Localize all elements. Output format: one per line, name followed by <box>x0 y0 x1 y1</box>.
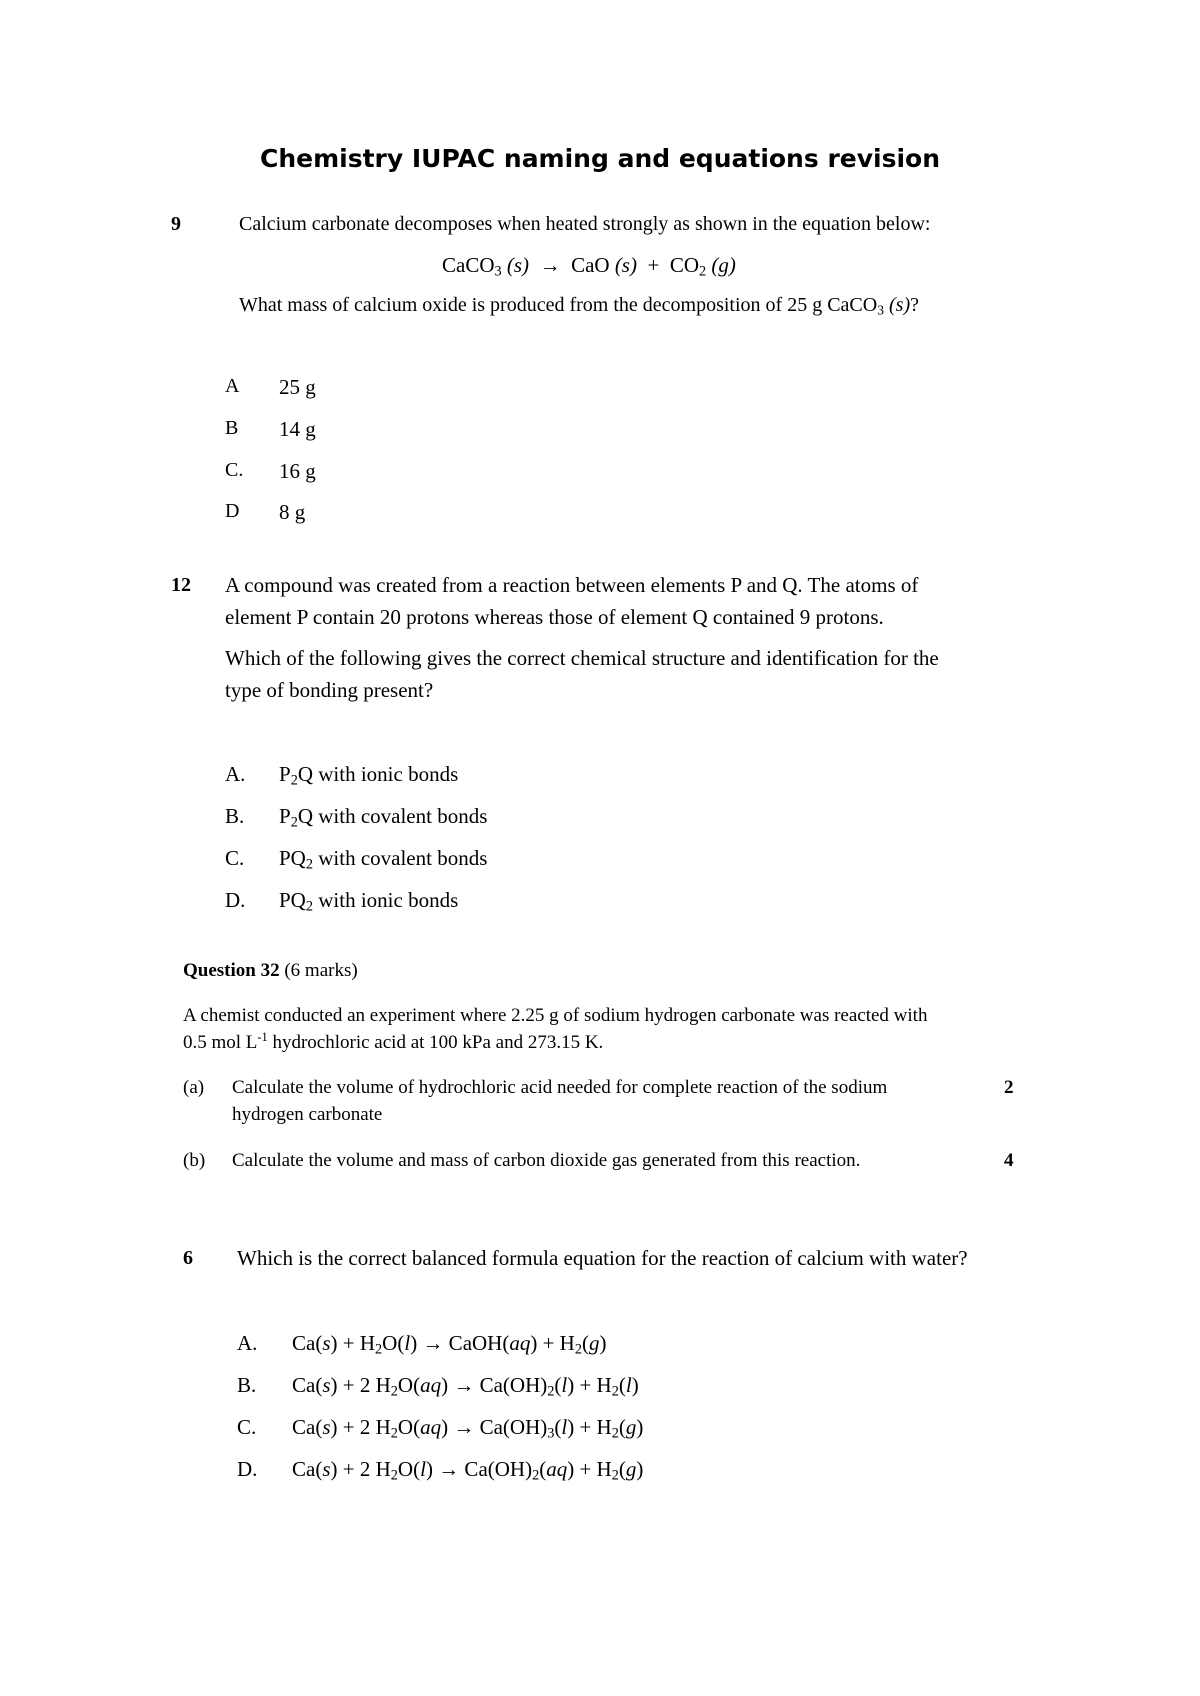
formula-sub: 2 <box>305 898 313 915</box>
q12-option-a-letter[interactable]: A. <box>225 762 246 786</box>
eq-reactant-sub: 3 <box>494 263 502 280</box>
q6-option-d-equation[interactable]: Ca(s) + 2 $H_2O(l) \to Ca(OH)_2(aq) + H_2(g)$ <box>292 1457 644 1484</box>
q12-option-c-letter[interactable]: C. <box>225 846 245 870</box>
q32-conc: 0.5 mol L <box>183 1032 258 1053</box>
q12-option-b-text[interactable] <box>279 804 487 829</box>
q12-stem-line2: element P contain 20 protons whereas those of element Q contained 9 protons. <box>225 605 884 629</box>
q9-option-b-text[interactable]: 14 g <box>279 417 316 441</box>
q9-option-c-letter[interactable]: C. <box>225 459 244 481</box>
q12-option-d-letter[interactable]: D. <box>225 888 246 912</box>
q6-option-a-equation[interactable]: $Ca(s) + H_2O(l)$ → CaOH(aq) + $H_2(g)$ <box>292 1331 607 1358</box>
bond-type: with ionic bonds <box>313 762 459 786</box>
q32-total-marks: (6 marks) <box>284 960 358 981</box>
eq-plus: + <box>647 253 660 277</box>
q12-option-b-letter[interactable]: B. <box>225 804 245 828</box>
q9-question-text: What mass of calcium oxide is produced from the decomposition of 25 g CaCO <box>239 294 878 316</box>
eq-product2-sub: 2 <box>699 263 707 280</box>
q9-option-a-text[interactable]: 25 g <box>279 375 316 399</box>
formula-part: Q <box>297 804 313 828</box>
q6-option-c-equation[interactable]: Ca(s) + 2 $H_2O(aq) \to Ca(OH)_3(l) + H_2(g)$ <box>292 1415 644 1442</box>
q9-stem: Calcium carbonate decomposes when heated strongly as shown in the equation below: <box>239 213 931 235</box>
q6-option-b-letter[interactable]: B. <box>237 1373 257 1397</box>
q9-option-d-letter[interactable]: D <box>225 500 240 522</box>
bond-type: with covalent bonds <box>313 846 488 870</box>
q32-conditions: hydrochloric acid at 100 kPa and 273.15 K. <box>267 1032 604 1053</box>
q9-option-b-letter[interactable]: B <box>225 417 239 439</box>
q6-option-c-letter[interactable]: C. <box>237 1415 257 1439</box>
q32-stem-line1: A chemist conducted an experiment where 2.25 g of sodium hydrogen carbonate was reacted with <box>183 1005 928 1026</box>
q12-question-line2: type of bonding present? <box>225 678 434 702</box>
q32-part-a-line2: hydrogen carbonate <box>232 1104 383 1125</box>
formula-part: P <box>279 804 291 828</box>
q9-question-sub: 3 <box>877 302 884 318</box>
q12-option-c-text[interactable] <box>279 846 487 871</box>
eq-product2-state: (g) <box>711 253 736 277</box>
q6-number: 6 <box>183 1247 193 1269</box>
q9-option-c-text[interactable]: 16 g <box>279 459 316 483</box>
q9-question <box>239 294 919 317</box>
page-title: Chemistry IUPAC naming and equations revision <box>259 144 941 173</box>
eq-reactant: CaCO <box>442 253 495 277</box>
q12-number: 12 <box>171 574 191 596</box>
eq-reactant-state: (s) <box>506 253 530 277</box>
eq-product2: CO <box>669 253 700 277</box>
q9-equation <box>442 253 736 278</box>
q6-option-a-letter[interactable]: A. <box>237 1331 258 1355</box>
formula-part: PQ <box>279 888 306 912</box>
bond-type: with ionic bonds <box>313 888 459 912</box>
q32-part-a-line1: Calculate the volume of hydrochloric acid needed for complete reaction of the sodium <box>232 1077 888 1098</box>
q12-question-line1: Which of the following gives the correct chemical structure and identification for the <box>225 646 939 670</box>
q9-option-d-text[interactable]: 8 g <box>279 500 306 524</box>
formula-part: Q <box>297 762 313 786</box>
q12-option-a-text[interactable] <box>279 762 458 787</box>
q32-part-b-label: (b) <box>183 1150 206 1171</box>
eq-arrow: → <box>539 253 561 277</box>
eq-product1-state: (s) <box>614 253 637 277</box>
q6-stem: Which is the correct balanced formula equation for the reaction of calcium with water? <box>237 1246 968 1270</box>
q32-stem-line2 <box>183 1032 603 1054</box>
q9-question-end: ? <box>910 294 919 316</box>
q32-part-b-marks: 4 <box>1004 1150 1014 1171</box>
bond-type: with covalent bonds <box>313 804 488 828</box>
q12-stem-line1: A compound was created from a reaction between elements P and Q. The atoms of <box>225 573 919 597</box>
q32-conc-sup: -1 <box>257 1030 268 1045</box>
q9-option-a-letter[interactable]: A <box>225 375 240 397</box>
q12-option-d-text[interactable] <box>279 888 458 913</box>
formula-sub: 2 <box>290 772 298 789</box>
q32-part-b-line1: Calculate the volume and mass of carbon dioxide gas generated from this reaction. <box>232 1150 861 1171</box>
eq-product1: CaO <box>571 253 610 277</box>
formula-sub: 2 <box>290 814 298 831</box>
q6-option-d-letter[interactable]: D. <box>237 1457 258 1481</box>
q9-question-state: (s) <box>889 294 911 316</box>
formula-part: P <box>279 762 291 786</box>
q32-part-a-marks: 2 <box>1004 1077 1014 1098</box>
q32-heading-label: Question 32 <box>183 960 280 981</box>
q32-part-a-label: (a) <box>183 1077 205 1098</box>
q32-heading <box>183 960 358 982</box>
formula-part: PQ <box>279 846 306 870</box>
q6-option-b-equation[interactable]: Ca(s) + 2 $H_2O(aq) \to Ca(OH)_2(l) + H_2(l)$ <box>292 1373 639 1400</box>
q9-number: 9 <box>171 213 181 235</box>
formula-sub: 2 <box>305 856 313 873</box>
